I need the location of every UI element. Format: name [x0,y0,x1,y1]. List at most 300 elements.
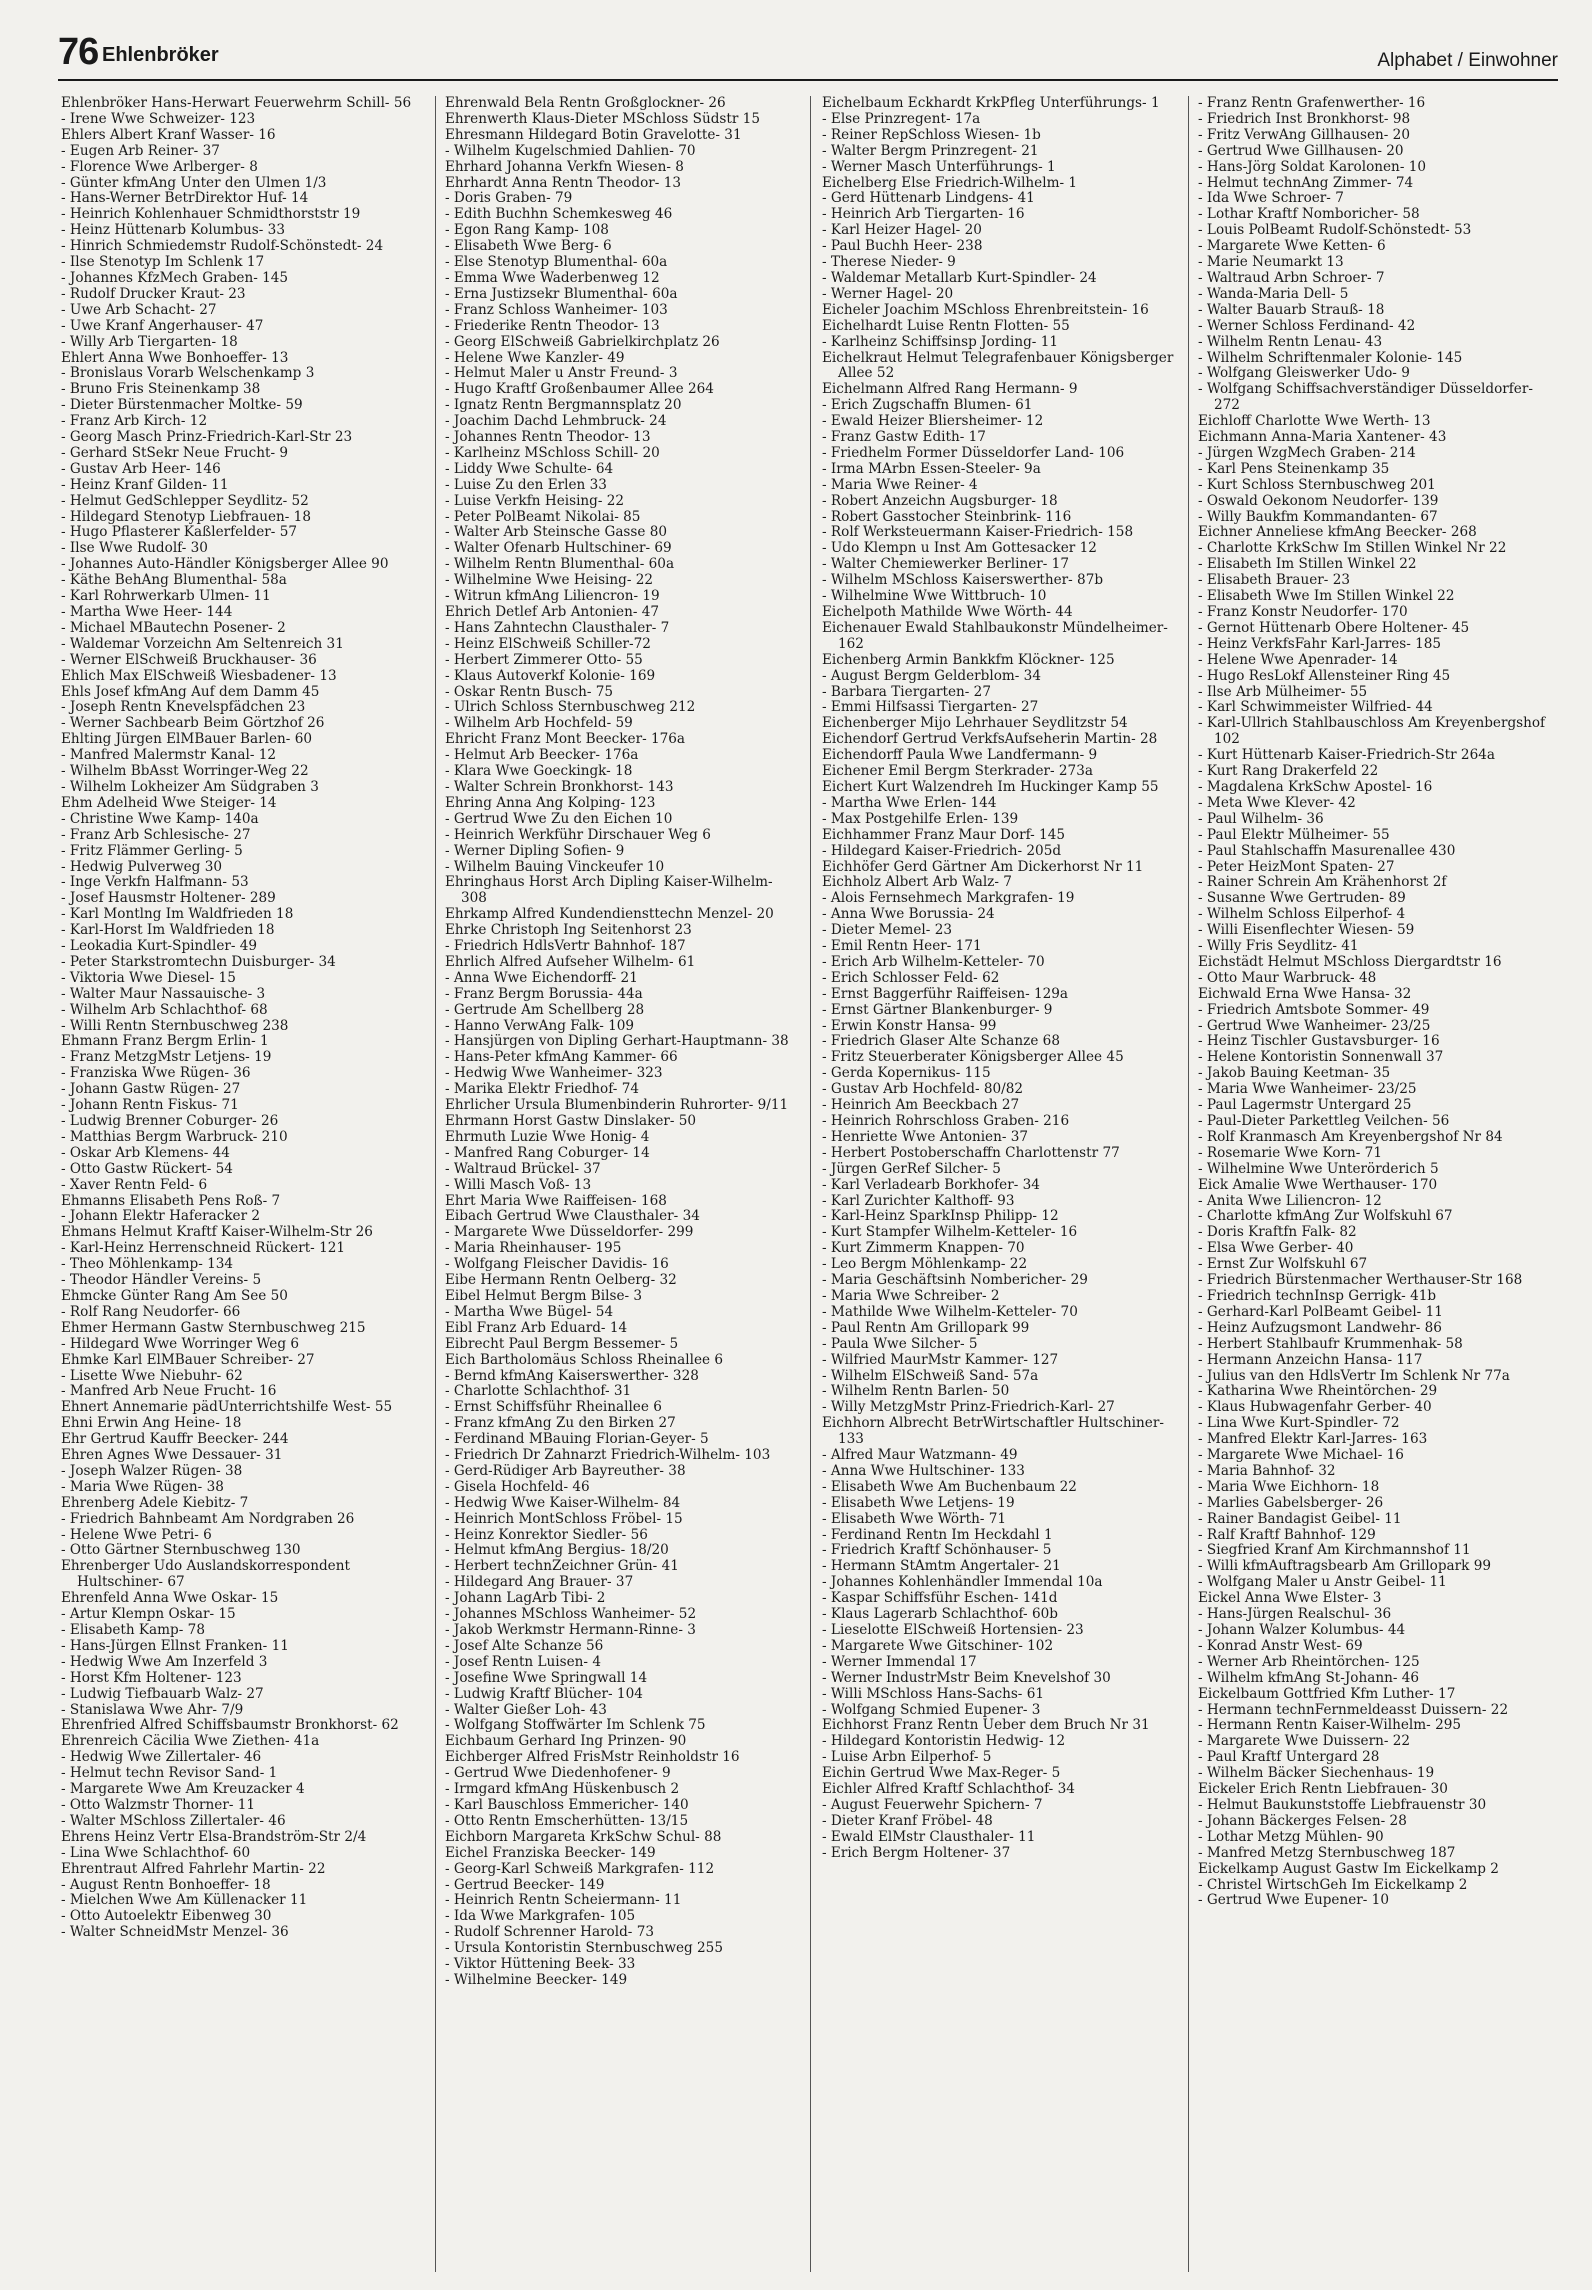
directory-entry: - Hildegard Wwe Worringer Weg 6 [61,1335,299,1352]
directory-entry: - Willy MetzgMstr Prinz-Friedrich-Karl- 27 [822,1399,1115,1416]
directory-entry: - Friedrich Dr Zahnarzt Friedrich-Wilhelm- 103 [445,1447,771,1464]
directory-entry: - August Bergm Gelderblom- 34 [822,667,1041,684]
directory-entry: - Christel WirtschGeh Im Eickelkamp 2 [1198,1876,1468,1893]
directory-entry: - Hildegard Kontoristin Hedwig- 12 [822,1733,1066,1750]
directory-entry: - Martha Wwe Heer- 144 [61,604,233,620]
directory-entry: - Franz Schloss Wanheimer- 103 [445,301,668,318]
directory-entry: - Walter SchneidMstr Menzel- 36 [61,1924,289,1941]
directory-entry: - Anna Wwe Eichendorff- 21 [445,969,638,986]
directory-entry: - Hedwig Wwe Zillertaler- 46 [61,1749,262,1766]
directory-entry: - Wilhelmine Beecker- 149 [445,1971,628,1988]
directory-entry: - Joseph Walzer Rügen- 38 [61,1462,243,1479]
directory-entry: - Irma MArbn Essen-Steeler- 9a [822,460,1041,477]
directory-entry: - Gertrud Wwe Gillhausen- 20 [1198,142,1404,159]
directory-entry: Eichelbaum Eckhardt KrkPfleg Unterführungs- 1 [822,96,1160,111]
directory-entry: - Ludwig Kraftf Blücher- 104 [445,1685,643,1702]
directory-entry: - Rolf Kranmasch Am Kreyenbergshof Nr 84 [1198,1128,1503,1145]
directory-entry: Eichert Kurt Walzendreh Im Huckinger Kamp 55 [822,778,1159,795]
directory-entry: - Johannes Auto-Händler Königsberger Allee 90 [61,556,389,573]
directory-entry: - Helmut technAng Zimmer- 74 [1198,174,1414,191]
directory-entry: - Franz Rentn Grafenwerther- 16 [1198,96,1426,111]
directory-entry: - Friedrich Inst Bronkhorst- 98 [1198,110,1411,127]
directory-entry: Eickeler Erich Rentn Liebfrauen- 30 [1198,1781,1448,1798]
directory-entry: - Wilhelm Rentn Lenau- 43 [1198,333,1383,350]
directory-entry: - Kurt Stampfer Wilhelm-Ketteler- 16 [822,1224,1078,1241]
directory-entry: - Rudolf Drucker Kraut- 23 [61,285,246,302]
directory-entry: - Karl Verladearb Borkhofer- 34 [822,1176,1040,1193]
directory-entry: - Wolfgang Maler u Anstr Geibel- 11 [1198,1574,1447,1591]
directory-entry: - Maria Bahnhof- 32 [1198,1462,1336,1479]
directory-entry: - Willy Fris Seydlitz- 41 [1198,938,1359,955]
directory-entry: - Gertrud Wwe Wanheimer- 23/25 [1198,1017,1431,1034]
directory-entry: - Johannes MSchloss Wanheimer- 52 [445,1606,697,1623]
directory-entry: - Bronislaus Vorarb Welschenkamp 3 [61,365,315,382]
directory-entry: - Wilhelm MSchloss Kaiserswerther- 87b [822,572,1104,589]
directory-entry: - Otto Gastw Rückert- 54 [61,1160,233,1177]
directory-entry: - Waltraud Brückel- 37 [445,1160,601,1177]
directory-entry: - Franziska Wwe Rügen- 36 [61,1065,251,1082]
directory-entry: Eichendorff Paula Wwe Landfermann- 9 [822,747,1098,764]
directory-entry: Ehmanns Elisabeth Pens Roß- 7 [61,1192,281,1209]
directory-entry: - Karl-Horst Im Waldfrieden 18 [61,922,275,939]
directory-entry: - Bruno Fris Steinenkamp 38 [61,381,261,398]
directory-entry: - Johann LagArb Tibi- 2 [445,1590,606,1607]
directory-entry: - Werner Masch Unterführungs- 1 [822,158,1056,175]
directory-entry: Ehrt Maria Wwe Raiffeisen- 168 [445,1192,667,1209]
directory-entry: - Herbert Stahlbaufr Krummenhak- 58 [1198,1335,1463,1352]
directory-entry: Ehrkamp Alfred Kundendiensttechn Menzel- 20 [445,906,774,923]
directory-entry: - Alfred Maur Watzmann- 49 [822,1447,1018,1464]
directory-entry: - Helmut GedSchlepper Seydlitz- 52 [61,492,309,509]
directory-entry: Ehrenfried Alfred Schiffsbaumstr Bronkhorst- 62 [61,1717,399,1734]
directory-entry: - Gustav Arb Heer- 146 [61,460,221,477]
directory-entry: Eickelkamp August Gastw Im Eickelkamp 2 [1198,1860,1499,1877]
directory-entry: Eichin Gertrud Wwe Max-Reger- 5 [822,1765,1061,1782]
directory-entry: - Helene Kontoristin Sonnenwall 37 [1198,1049,1444,1066]
directory-entry: - Franz MetzgMstr Letjens- 19 [61,1049,272,1066]
directory-entry: Ehr Gertrud Kauffr Beecker- 244 [61,1431,289,1448]
directory-entry: - Katharina Wwe Rheintörchen- 29 [1198,1383,1438,1400]
directory-entry: - Willi MSchloss Hans-Sachs- 61 [822,1685,1045,1702]
directory-entry: - Heinrich Werkführ Dirschauer Weg 6 [445,826,711,843]
directory-entry: Ehricht Franz Mont Beecker- 176a [445,731,686,748]
directory-entry: - Doris Kraftfn Falk- 82 [1198,1224,1357,1241]
directory-entry: - Johann Walzer Kolumbus- 44 [1198,1622,1406,1638]
directory-entry: - Barbara Tiergarten- 27 [822,683,991,700]
directory-entry: - Klara Wwe Goeckingk- 18 [445,763,633,780]
directory-entry: - Wilhelm Schriftenmaler Kolonie- 145 [1198,349,1463,366]
directory-entry: - Matthias Bergm Warbruck- 210 [61,1128,288,1145]
directory-entry: - Walter Bauarb Strauß- 18 [1198,301,1385,318]
directory-entry: - Heinz ElSchweiß Schiller-72 [445,635,651,652]
directory-entry: - Horst Kfm Holtener- 123 [61,1669,242,1686]
directory-entry: - Hildegard Kaiser-Friedrich- 205d [822,842,1062,859]
directory-entry: Eick Amalie Wwe Werthauser- 170 [1198,1176,1438,1193]
directory-entry: Ehrenberg Adele Kiebitz- 7 [61,1494,249,1511]
directory-entry: Ehrenwald Bela Rentn Großglockner- 26 [445,96,726,111]
directory-entry: Eichhorst Franz Rentn Ueber dem Bruch Nr 31 [822,1717,1150,1734]
directory-entry: - Kurt Schloss Sternbuschweg 201 [1198,476,1436,493]
directory-entry: - Karlheinz MSchloss Schill- 20 [445,444,660,461]
directory-entry: - Heinrich Rohrschloss Graben- 216 [822,1113,1070,1129]
directory-entry: - Maria Wwe Wanheimer- 23/25 [1198,1081,1417,1098]
header-rule [58,79,1558,81]
directory-entry: - Willi Rentn Sternbuschweg 238 [61,1017,289,1034]
directory-entry: - Werner Arb Rheintörchen- 125 [1198,1653,1420,1670]
directory-entry: Ehnert Annemarie pädUnterrichtshilfe West- 55 [61,1399,393,1416]
column-4 [1198,96,1550,2276]
directory-entry: - Walter Gießer Loh- 43 [445,1701,607,1718]
directory-entry: Eichmann Anna-Maria Xantener- 43 [1198,429,1447,446]
directory-entry: Eichenberger Mijo Lehrhauer Seydlitzstr 54 [822,715,1128,732]
directory-entry: - Lisette Wwe Niebuhr- 62 [61,1367,243,1384]
directory-entry: Ehrenwerth Klaus-Dieter MSchloss Südstr 15 [445,110,760,127]
directory-entry: - Willy Arb Tiergarten- 18 [61,333,238,350]
directory-entry: - Alois Fernsehmech Markgrafen- 19 [822,890,1075,907]
directory-entry: - Edith Buchhn Schemkesweg 46 [445,206,673,223]
directory-entry: - Elsa Wwe Gerber- 40 [1198,1240,1354,1257]
directory-entry: Eichberger Alfred FrisMstr Reinholdstr 16 [445,1749,740,1766]
directory-entry: - Franz Gastw Edith- 17 [822,429,986,446]
directory-entry: - Elisabeth Wwe Im Stillen Winkel 22 [1198,588,1455,605]
directory-entry: Ehlting Jürgen ElMBauer Barlen- 60 [61,731,312,748]
directory-entry: - Josefine Wwe Springwall 14 [445,1669,648,1686]
directory-entry: - Elisabeth Im Stillen Winkel 22 [1198,556,1417,573]
directory-entry: - Emma Wwe Waderbenweg 12 [445,269,660,286]
directory-entry: - Wilhelm Arb Schlachthof- 68 [61,1001,268,1018]
directory-entry: - Friederike Rentn Theodor- 13 [445,317,660,334]
directory-entry: - Walter Ofenarb Hultschiner- 69 [445,540,672,557]
directory-entry: Ehlert Anna Wwe Bonhoeffer- 13 [61,349,289,366]
directory-entry: Eichhorn Albrecht BetrWirtschaftler Hultschiner- 133 [822,1415,1164,1448]
directory-entry: - Ida Wwe Schroer- 7 [1198,190,1344,207]
page-title: Ehlenbröker [102,44,219,66]
directory-entry: - August Rentn Bonhoeffer- 18 [61,1876,271,1893]
directory-entry: - Helene Wwe Apenrader- 14 [1198,651,1398,668]
directory-entry: - Waldemar Vorzeichn Am Seltenreich 31 [61,635,344,652]
directory-entry: - Xaver Rentn Feld- 6 [61,1176,208,1193]
directory-entry: - Werner Schloss Ferdinand- 42 [1198,317,1416,334]
directory-entry: - Oskar Arb Klemens- 44 [61,1144,230,1161]
directory-entry: Ehmann Franz Bergm Erlin- 1 [61,1033,269,1050]
directory-entry: - Wilhelm Lokheizer Am Südgraben 3 [61,778,319,795]
directory-entry: - Wolfgang Gleiswerker Udo- 9 [1198,365,1410,382]
directory-entry: - Liddy Wwe Schulte- 64 [445,460,614,477]
directory-entry: - Uwe Arb Schacht- 27 [61,301,217,318]
directory-entry: - Ernst Baggerführ Raiffeisen- 129a [822,985,1069,1002]
directory-entry: - Walter MSchloss Zillertaler- 46 [61,1812,286,1829]
directory-entry: - Gerd Hüttenarb Lindgens- 41 [822,190,1035,207]
directory-entry: - Erich Bergm Holtener- 37 [822,1844,1011,1861]
directory-entry: - Michael MBautechn Posener- 2 [61,619,286,636]
directory-entry: Eichenberg Armin Bankkfm Klöckner- 125 [822,651,1115,668]
directory-entry: Eichelkraut Helmut Telegrafenbauer Königsberger Allee 52 [822,349,1174,382]
directory-entry: - Erich Arb Wilhelm-Ketteler- 70 [822,953,1045,970]
directory-entry: - Jakob Bauing Keetman- 35 [1198,1065,1391,1082]
directory-entry: Eichelpoth Mathilde Wwe Wörth- 44 [822,604,1073,620]
directory-entry: - Charlotte Schlachthof- 31 [445,1383,632,1400]
directory-entry: - Johann Rentn Fiskus- 71 [61,1097,239,1114]
directory-entry: - Ernst Zur Wolfskuhl 67 [1198,1256,1368,1273]
directory-entry: - Wanda-Maria Dell- 5 [1198,285,1349,302]
directory-entry: - Mathilde Wwe Wilhelm-Ketteler- 70 [822,1303,1078,1320]
directory-entry: - Heinz Tischler Gustavsburger- 16 [1198,1033,1440,1050]
directory-entry: - Karl Pens Steinenkamp 35 [1198,460,1390,477]
directory-entry: - Helmut Arb Beecker- 176a [445,747,639,764]
directory-entry: - Hedwig Wwe Am Inzerfeld 3 [61,1653,268,1670]
directory-entry: - Gisela Hochfeld- 46 [445,1478,590,1495]
directory-entry: - Viktoria Wwe Diesel- 15 [61,969,236,986]
directory-entry: - Paul Lagermstr Untergard 25 [1198,1097,1412,1114]
directory-entry: - Ulrich Schloss Sternbuschweg 212 [445,699,696,716]
directory-entry: - Wilhelmine Wwe Heising- 22 [445,572,654,589]
directory-entry: - Henriette Wwe Antonien- 37 [822,1128,1029,1145]
directory-entry: - Paul Elektr Mülheimer- 55 [1198,826,1390,843]
directory-entry: - Waldemar Metallarb Kurt-Spindler- 24 [822,269,1097,286]
directory-entry: - Wolfgang Fleischer Davidis- 16 [445,1256,669,1273]
directory-entry: - Heinz Kranf Gilden- 11 [61,476,229,493]
directory-entry: - Georg-Karl Schweiß Markgrafen- 112 [445,1860,715,1877]
directory-entry: - Wilhelm ElSchweiß Sand- 57a [822,1367,1039,1384]
directory-entry: - Erich Schlosser Feld- 62 [822,969,1000,986]
directory-entry: - Otto Maur Warbruck- 48 [1198,969,1377,986]
directory-entry: - Anita Wwe Liliencron- 12 [1198,1192,1382,1209]
directory-entry: - Maria Wwe Schreiber- 2 [822,1287,1000,1304]
directory-entry: - Elisabeth Wwe Am Buchenbaum 22 [822,1478,1077,1495]
directory-entry: Ehrens Heinz Vertr Elsa-Brandström-Str 2/4 [61,1828,367,1845]
directory-entry: - Walter Arb Steinsche Gasse 80 [445,524,668,541]
directory-entry: Ehrlich Alfred Aufseher Wilhelm- 61 [445,953,696,970]
directory-entry: - August Feuerwehr Spichern- 7 [822,1796,1043,1813]
directory-entry: - Ursula Kontoristin Sternbuschweg 255 [445,1940,723,1957]
directory-entry: - Erna Justizsekr Blumenthal- 60a [445,285,678,302]
directory-entry: - Luise Arbn Eilperhof- 5 [822,1749,992,1766]
directory-entry: - Franz kfmAng Zu den Birken 27 [445,1415,676,1432]
directory-entry: - Leokadia Kurt-Spindler- 49 [61,938,258,955]
directory-entry: - Charlotte KrkSchw Im Stillen Winkel Nr 22 [1198,540,1507,557]
directory-entry: - Werner IndustrMstr Beim Knevelshof 30 [822,1669,1111,1686]
directory-entry: - Eugen Arb Reiner- 37 [61,142,220,159]
directory-entry: - Margarete Wwe Düsseldorfer- 299 [445,1224,694,1241]
directory-entry: Eichloff Charlotte Wwe Werth- 13 [1198,413,1431,430]
directory-entry: - Ida Wwe Markgrafen- 105 [445,1908,636,1925]
directory-entry: - Charlotte kfmAng Zur Wolfskuhl 67 [1198,1208,1453,1225]
directory-entry: - Martha Wwe Erlen- 144 [822,794,997,811]
directory-entry: - Paula Wwe Silcher- 5 [822,1335,978,1352]
directory-entry: - Hedwig Pulverweg 30 [61,858,222,875]
directory-entry: - Hildegard Ang Brauer- 37 [445,1574,634,1591]
directory-entry: - Wilhelmine Wwe Wittbruch- 10 [822,588,1047,605]
directory-entry: - Walter Bergm Prinzregent- 21 [822,142,1039,159]
directory-entry: - Hermann technFernmeldeasst Duissern- 22 [1198,1701,1509,1718]
directory-entry: Eichel Franziska Beecker- 149 [445,1844,656,1861]
directory-entry: - Gertrud Wwe Zu den Eichen 10 [445,810,673,827]
directory-entry: - Joachim Dachd Lehmbruck- 24 [445,413,667,430]
directory-entry: - Karl-Heinz Herrenschneid Rückert- 121 [61,1240,346,1257]
directory-entry: - Paul Buchh Heer- 238 [822,238,983,255]
directory-entry: - Helmut Maler u Anstr Freund- 3 [445,365,678,382]
directory-entry: - Rosemarie Wwe Korn- 71 [1198,1144,1382,1161]
directory-entry: - Helmut kfmAng Bergius- 18/20 [445,1542,669,1559]
directory-entry: - Wilhelmine Wwe Unterörderich 5 [1198,1160,1439,1177]
directory-entry: - Friedrich Bahnbeamt Am Nordgraben 26 [61,1510,355,1527]
directory-entry: - Heinrich Rentn Scheiermann- 11 [445,1892,682,1909]
directory-entry: - Gerda Kopernikus- 115 [822,1065,991,1082]
directory-entry: - Oskar Rentn Busch- 75 [445,683,614,700]
directory-entry: - Paul-Dieter Parkettleg Veilchen- 56 [1198,1113,1450,1129]
directory-entry: - Hermann Anzeichn Hansa- 117 [1198,1351,1423,1368]
directory-entry: - Heinrich Kohlenhauer Schmidthorststr 19 [61,206,361,223]
directory-entry: - Josef Hausmstr Holtener- 289 [61,890,276,907]
directory-entry: - Hildegard Stenotyp Liebfrauen- 18 [61,508,311,525]
directory-entry: - Hedwig Wwe Kaiser-Wilhelm- 84 [445,1494,681,1511]
directory-entry: - Wolfgang Schmied Eupener- 3 [822,1701,1041,1718]
directory-entry: - Robert Gasstocher Steinbrink- 116 [822,508,1072,525]
directory-entry: - Lothar Metzg Mühlen- 90 [1198,1828,1384,1845]
directory-entry: - Hans-Jürgen Realschul- 36 [1198,1606,1392,1623]
directory-entry: - Konrad Anstr West- 69 [1198,1637,1363,1654]
directory-entry: - Willy Baukfm Kommandanten- 67 [1198,508,1438,525]
directory-entry: - Paul Rentn Am Grillopark 99 [822,1319,1030,1336]
directory-entry: - Paul Kraftf Untergard 28 [1198,1749,1380,1766]
directory-entry: - Hans-Jörg Soldat Karolonen- 10 [1198,158,1427,175]
directory-entry: - Emmi Hilfsassi Tiergarten- 27 [822,699,1039,716]
directory-entry: - Robert Anzeichn Augsburger- 18 [822,492,1058,509]
directory-entry: - Heinz Hüttenarb Kolumbus- 33 [61,222,285,239]
directory-entry: - Ilse Arb Mülheimer- 55 [1198,683,1368,700]
directory-entry: - Elisabeth Wwe Wörth- 71 [822,1510,1007,1527]
directory-entry: - Karl-Ullrich Stahlbauschloss Am Kreyenbergshof 102 [1198,715,1546,748]
page-number: 76 [58,31,99,73]
directory-entry: Eichenauer Ewald Stahlbaukonstr Mündelheimer- 162 [822,619,1168,652]
directory-entry: - Otto Walzmstr Thorner- 11 [61,1796,256,1813]
directory-entry: Eibl Franz Arb Eduard- 14 [445,1319,628,1336]
directory-entry: - Franz Konstr Neudorfer- 170 [1198,604,1408,620]
directory-entry: - Gertrud Beecker- 149 [445,1876,605,1893]
directory-entry: - Friedrich Glaser Alte Schanze 68 [822,1033,1060,1050]
directory-entry: - Anna Wwe Hultschiner- 133 [822,1462,1025,1479]
directory-entry: - Ewald Heizer Bliersheimer- 12 [822,413,1044,430]
directory-entry: Ehm Adelheid Wwe Steiger- 14 [61,794,277,811]
directory-entry: - Karl Zurichter Kalthoff- 93 [822,1192,1015,1209]
directory-entry: - Doris Graben- 79 [445,190,573,207]
directory-entry: - Manfred Arb Neue Frucht- 16 [61,1383,277,1400]
directory-entry: Ehlers Albert Kranf Wasser- 16 [61,126,276,143]
directory-entry: - Rudolf Schrenner Harold- 73 [445,1924,654,1941]
directory-entry: - Gertrud Wwe Diedenhofener- 9 [445,1765,671,1782]
directory-entry: - Werner Sachbearb Beim Görtzhof 26 [61,715,325,732]
column-1 [61,96,413,2276]
directory-entry: Eich Bartholomäus Schloss Rheinallee 6 [445,1351,724,1368]
directory-entry: - Wolfgang Schiffsachverständiger Düsseldorfer- 272 [1198,381,1533,414]
directory-entry: - Karl Schwimmeister Wilfried- 44 [1198,699,1433,716]
directory-entry: - Manfred Elektr Karl-Jarres- 163 [1198,1431,1428,1448]
directory-entry: - Ferdinand Rentn Im Heckdahl 1 [822,1526,1053,1543]
directory-entry: - Hedwig Wwe Wanheimer- 323 [445,1065,663,1082]
directory-entry: Ehrmuth Luzie Wwe Honig- 4 [445,1128,650,1145]
directory-entry: - Karlheinz Schiffsinsp Jording- 11 [822,333,1059,350]
column-divider [810,96,811,2272]
directory-entry: - Karl Rohrwerkarb Ulmen- 11 [61,588,271,605]
directory-entry: - Wilhelm Schloss Eilperhof- 4 [1198,906,1406,923]
directory-entry: Eickelbaum Gottfried Kfm Luther- 17 [1198,1685,1456,1702]
directory-entry: - Johann Gastw Rügen- 27 [61,1081,241,1098]
directory-entry: - Louis PolBeamt Rudolf-Schönstedt- 53 [1198,222,1472,239]
directory-entry: - Johann Bäckerges Felsen- 28 [1198,1812,1407,1829]
directory-entry: Eichholz Albert Arb Walz- 7 [822,874,1012,891]
directory-entry: - Julius van den HdlsVertr Im Schlenk Nr 77a [1198,1367,1510,1384]
directory-entry: - Karl Bauschloss Emmericher- 140 [445,1796,689,1813]
directory-entry: - Willi Eisenflechter Wiesen- 59 [1198,922,1415,939]
directory-entry: - Friedrich HdlsVertr Bahnhof- 187 [445,938,686,955]
directory-entry: - Reiner RepSchloss Wiesen- 1b [822,126,1041,143]
directory-entry: - Fritz VerwAng Gillhausen- 20 [1198,126,1410,143]
directory-entry: Ehrenfeld Anna Wwe Oskar- 15 [61,1590,279,1607]
directory-entry: - Viktor Hüttening Beek- 33 [445,1956,636,1973]
directory-entry: - Helmut Baukunststoffe Liebfrauenstr 30 [1198,1796,1487,1813]
directory-entry: - Karl Heizer Hagel- 20 [822,222,982,239]
directory-entry: Eichwald Erna Wwe Hansa- 32 [1198,985,1412,1002]
directory-entry: - Lina Wwe Schlachthof- 60 [61,1844,251,1861]
directory-entry: - Maria Geschäftsinh Nombericher- 29 [822,1272,1088,1289]
directory-entry: - Gertrud Wwe Eupener- 10 [1198,1892,1389,1909]
directory-entry: - Werner Hagel- 20 [822,285,954,302]
directory-entry: - Erich Zugschaffn Blumen- 61 [822,397,1033,414]
directory-entry: - Elisabeth Kamp- 78 [61,1622,205,1638]
directory-entry: Ehmans Helmut Kraftf Kaiser-Wilhelm-Str 26 [61,1224,373,1241]
directory-entry: - Lothar Kraftf Nomboricher- 58 [1198,206,1420,223]
directory-entry: Ehls Josef kfmAng Auf dem Damm 45 [61,683,320,700]
directory-entry: - Elisabeth Wwe Berg- 6 [445,238,612,255]
directory-entry: Ehrentraut Alfred Fahrlehr Martin- 22 [61,1860,326,1877]
directory-entry: - Karl Montlng Im Waldfrieden 18 [61,906,294,923]
directory-entry: - Maria Wwe Rügen- 38 [61,1478,224,1495]
directory-entry: - Heinrich MontSchloss Fröbel- 15 [445,1510,683,1527]
directory-entry: - Jürgen GerRef Silcher- 5 [822,1160,1001,1177]
directory-entry: - Margarete Wwe Duissern- 22 [1198,1733,1411,1750]
directory-entry: - Gustav Arb Hochfeld- 80/82 [822,1081,1024,1098]
directory-entry: - Anna Wwe Borussia- 24 [822,906,995,923]
directory-entry: - Johann Elektr Haferacker 2 [61,1208,261,1225]
directory-entry: - Günter kfmAng Unter den Ulmen 1/3 [61,174,327,191]
directory-entry: - Otto Autoelektr Eibenweg 30 [61,1908,272,1925]
directory-entry: - Joseph Rentn Knevelspfädchen 23 [61,699,306,716]
directory-entry: - Walter Schrein Bronkhorst- 143 [445,778,674,795]
directory-entry: - Theo Möhlenkamp- 134 [61,1256,234,1273]
directory-entry: - Ludwig Brenner Coburger- 26 [61,1113,279,1129]
directory-entry: - Fritz Steuerberater Königsberger Allee 45 [822,1049,1124,1066]
directory-entry: - Irene Wwe Schweizer- 123 [61,110,256,127]
directory-entry: - Else Stenotyp Blumenthal- 60a [445,254,668,271]
directory-entry: - Heinz Konrektor Siedler- 56 [445,1526,648,1543]
directory-entry: - Marie Neumarkt 13 [1198,254,1344,271]
directory-entry: - Wilhelm Bäcker Siechenhaus- 19 [1198,1765,1435,1782]
directory-entry: - Susanne Wwe Gertruden- 89 [1198,890,1406,907]
directory-entry: Ehlich Max ElSchweiß Wiesbadener- 13 [61,667,337,684]
directory-entry: - Marika Elektr Friedhof- 74 [445,1081,640,1098]
directory-entry: Eibrecht Paul Bergm Bessemer- 5 [445,1335,679,1352]
directory-entry: - Franz Arb Kirch- 12 [61,413,208,430]
directory-entry: - Werner ElSchweiß Bruckhauser- 36 [61,651,317,668]
directory-entry: Ehni Erwin Ang Heine- 18 [61,1415,242,1432]
directory-entry: - Bernd kfmAng Kaiserswerther- 328 [445,1367,699,1384]
directory-entry: - Kurt Hüttenarb Kaiser-Friedrich-Str 264a [1198,747,1495,764]
directory-entry: - Rolf Werksteuermann Kaiser-Friedrich- 158 [822,524,1134,541]
directory-entry: - Wilhelm Arb Hochfeld- 59 [445,715,633,732]
directory-entry: - Josef Rentn Luisen- 4 [445,1653,601,1670]
directory-entry: - Hansjürgen von Dipling Gerhart-Hauptmann- 38 [445,1033,789,1050]
directory-entry: - Waltraud Arbn Schroer- 7 [1198,269,1385,286]
